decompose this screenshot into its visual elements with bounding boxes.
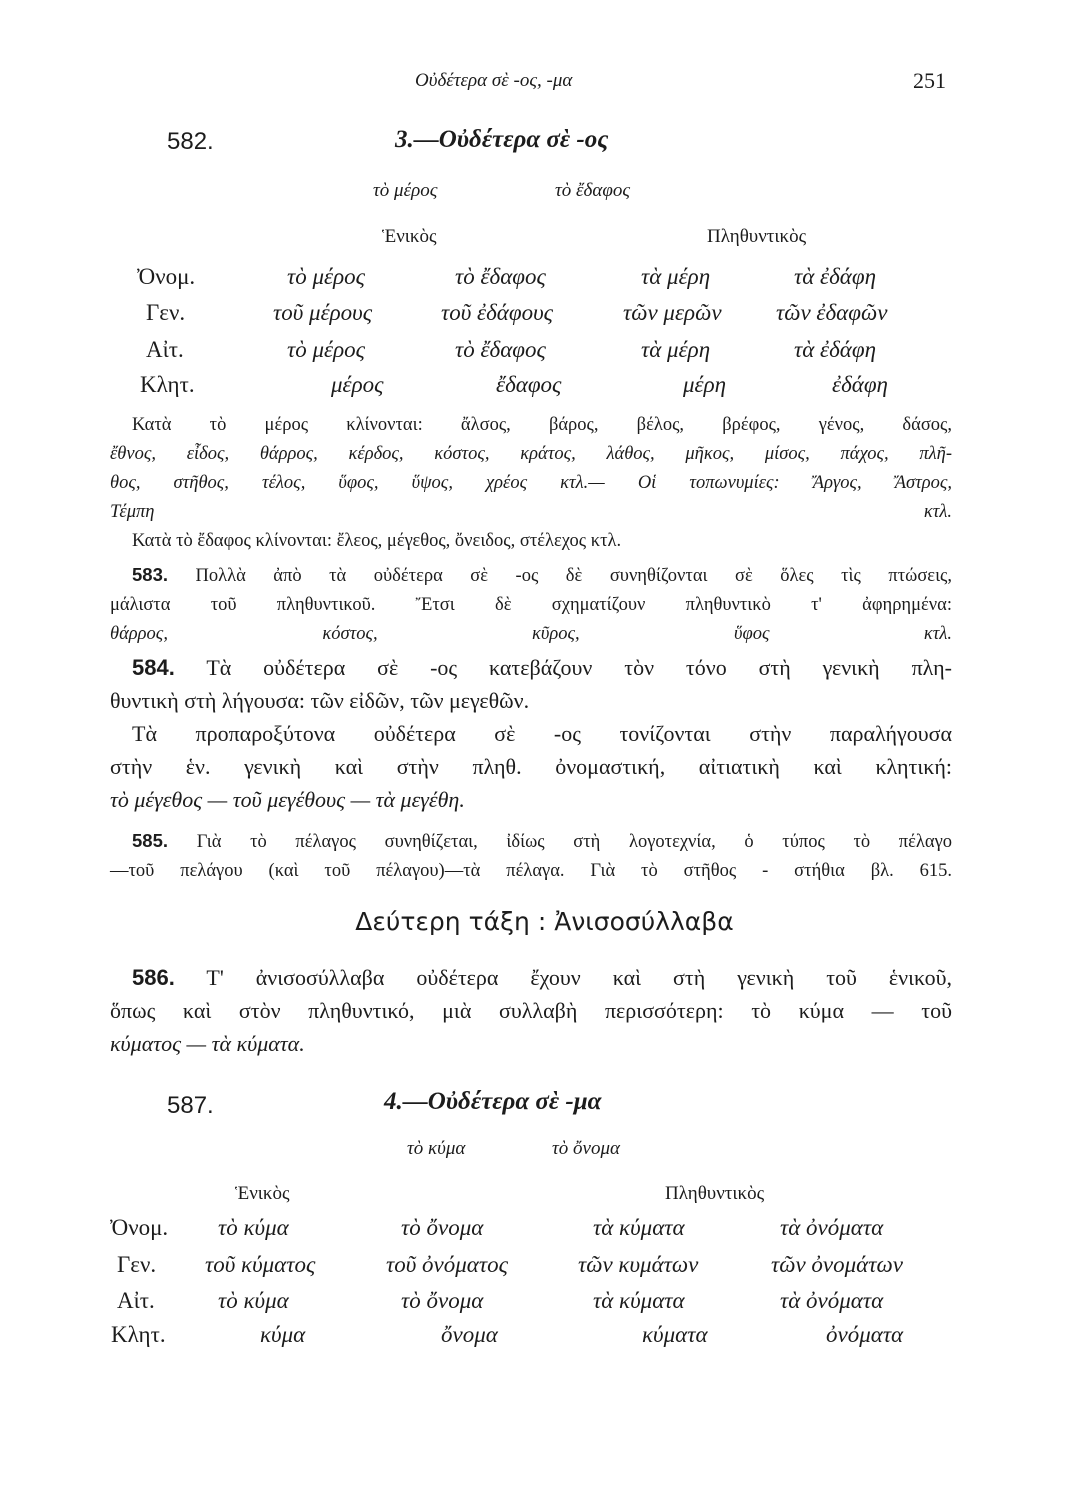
table-cell: τὸ ἔδαφος [455,337,546,362]
text-line: ἔθνος, εἶδος, θάρρος, κέρδος, κόστος, κράτος, λάθος, μῆκος, μίσος, πάχος, πλῆ- [110,444,952,464]
paragraph-edafos [132,527,892,556]
table-cell: μέρη [683,372,727,397]
text-line-content: Πολλὰ ἀπὸ τὰ οὐδέτερα σὲ -ος δὲ συνηθίζονται σὲ ὅλες τὶς πτώσεις, [195,566,953,586]
table-cell: τοῦ ἐδάφους [441,300,553,325]
text-line: θος, στῆθος, τέλος, ὕφος, ὕψος, χρέος κτλ.— Οἱ τοπωνυμίες: Ἄργος, Ἄστρος, [110,473,952,493]
case-label: Κλητ. [140,372,195,397]
plural-header: Πληθυντικὸς [707,226,807,247]
table-cell: κύματα [642,1322,708,1347]
paradigm-noun-1: τὸ κύμα [407,1138,466,1159]
section-title-4: 4.—Οὐδέτερα σὲ -μα [384,1088,602,1115]
paragraph-number: 584. [132,655,175,680]
text-line: μάλιστα τοῦ πληθυντικοῦ. Ἔτσι δὲ σχηματίζουν πληθυντικὸ τ' ἀφηρημένα: [110,595,952,615]
paragraph-number: 586. [132,965,175,990]
paradigm-noun-2: τὸ ἔδαφος [555,180,631,201]
section-number-587: 587. [167,1092,214,1119]
page-number: 251 [913,68,946,93]
table-cell: τὰ κύματα [593,1288,685,1313]
case-label: Γεν. [117,1252,157,1277]
text-line: στὴν ἑν. γενικὴ καὶ στὴν πληθ. ὀνομαστική, αἰτιατικὴ καὶ κλητική: [110,754,952,779]
table-cell: τοῦ ὀνόματος [386,1252,508,1277]
case-label: Γεν. [146,300,186,325]
text-line: Κατὰ τὸ ἔδαφος κλίνονται: ἔλεος, μέγεθος, ὄνειδος, στέλεχος κτλ. [132,531,622,551]
case-label: Αἰτ. [146,337,184,362]
running-header-title: Οὐδέτερα σὲ -ος, -μα [415,70,573,91]
table-cell: ὄνομα [441,1322,498,1347]
table-cell: ὀνόματα [826,1322,904,1347]
case-label: Ὀνομ. [110,1215,169,1240]
table-cell: τῶν μερῶν [623,300,722,325]
text-line: —τοῦ πελάγου (καὶ τοῦ πέλαγου)—τὰ πέλαγα. Γιὰ τὸ στῆθος - στήθια βλ. 615. [110,861,952,881]
case-label: Ὀνομ. [137,264,196,289]
paragraph-585 [110,826,952,886]
text-line-content: Τ' ἀνισοσύλλαβα οὐδέτερα ἔχουν καὶ στὴ γενικὴ τοῦ ἑνικοῦ, [206,965,952,990]
table-cell: τὰ μέρη [641,264,711,289]
paragraph-meros [110,411,952,527]
table-cell: τὰ μέρη [641,337,711,362]
text-line: θυντικὴ στὴ λήγουσα: τῶν εἰδῶν, τῶν μεγεθῶν. [110,688,530,713]
paradigm-noun-1: τὸ μέρος [373,180,438,201]
table-cell: τῶν ὀνομάτων [771,1252,903,1277]
paragraph-number: 585. [132,830,169,851]
table-cell: τὸ κύμα [218,1288,289,1313]
table-cell: τὸ ἔδαφος [455,264,546,289]
table-cell: μέρος [331,372,384,397]
table-cell: τὸ μέρος [287,337,365,362]
table-cell: τὸ ὄνομα [401,1288,484,1313]
text-line [110,651,952,684]
table-cell: κύμα [260,1322,306,1347]
case-label: Αἰτ. [117,1288,155,1313]
case-label: Κλητ. [111,1322,166,1347]
text-line-content: Τὰ οὐδέτερα σὲ -ος κατεβάζουν τὸν τόνο στὴ γενικὴ πλη- [206,655,952,680]
text-line: θάρρος, κόστος, κῦρος, ὕφος κτλ. [110,624,952,644]
plural-header: Πληθυντικὸς [665,1183,765,1204]
text-line: κύματος — τὰ κύματα. [110,1031,305,1056]
section-title-3: 3.—Οὐδέτερα σὲ -ος [395,126,609,153]
paragraph-586 [110,961,952,1060]
table-cell: τοῦ κύματος [205,1252,316,1277]
table-cell: τὸ μέρος [287,264,365,289]
text-line: Τὰ προπαροξύτονα οὐδέτερα σὲ -ος τονίζονται στὴν παραλήγουσα [132,721,952,746]
section-heading-second-class: Δεύτερη τάξη : Ἀνισοσύλλαβα [355,907,734,936]
table-cell: ἔδαφος [496,372,562,397]
paradigm-noun-2: τὸ ὄνομα [552,1138,620,1159]
text-line [110,560,952,591]
text-line-content: Γιὰ τὸ πέλαγος συνηθίζεται, ἰδίως στὴ λογοτεχνία, ὁ τύπος τὸ πέλαγο [196,832,952,852]
table-cell: τῶν κυμάτων [578,1252,699,1277]
table-cell: τὰ ὀνόματα [780,1288,884,1313]
paragraph-584 [110,651,952,816]
table-cell: τῶν ἐδαφῶν [776,300,888,325]
section-number-582: 582. [167,128,214,155]
table-cell: τὰ ὀνόματα [780,1215,884,1240]
table-cell: τὸ κύμα [218,1215,289,1240]
text-line [110,961,952,994]
text-line: ὅπως καὶ στὸν πληθυντικό, μιὰ συλλαβὴ περισσότερη: τὸ κύμα — τοῦ [110,998,952,1023]
singular-header: Ἑνικὸς [382,226,437,247]
paragraph-583 [110,560,952,649]
paragraph-number: 583. [132,564,169,585]
table-cell: τὰ κύματα [593,1215,685,1240]
singular-header: Ἑνικὸς [235,1183,290,1204]
text-line: τὸ μέγεθος — τοῦ μεγέθους — τὰ μεγέθη. [110,787,465,812]
table-cell: ἐδάφη [832,372,888,397]
table-cell: τοῦ μέρους [273,300,373,325]
table-cell: τὸ ὄνομα [401,1215,484,1240]
table-cell: τὰ ἐδάφη [794,264,877,289]
table-cell: τὰ ἐδάφη [794,337,877,362]
text-line: Κατὰ τὸ μέρος κλίνονται: ἄλσος, βάρος, βέλος, βρέφος, γένος, δάσος, [132,415,952,435]
text-line: Τέμπη κτλ. [110,502,952,522]
text-line [110,826,952,857]
